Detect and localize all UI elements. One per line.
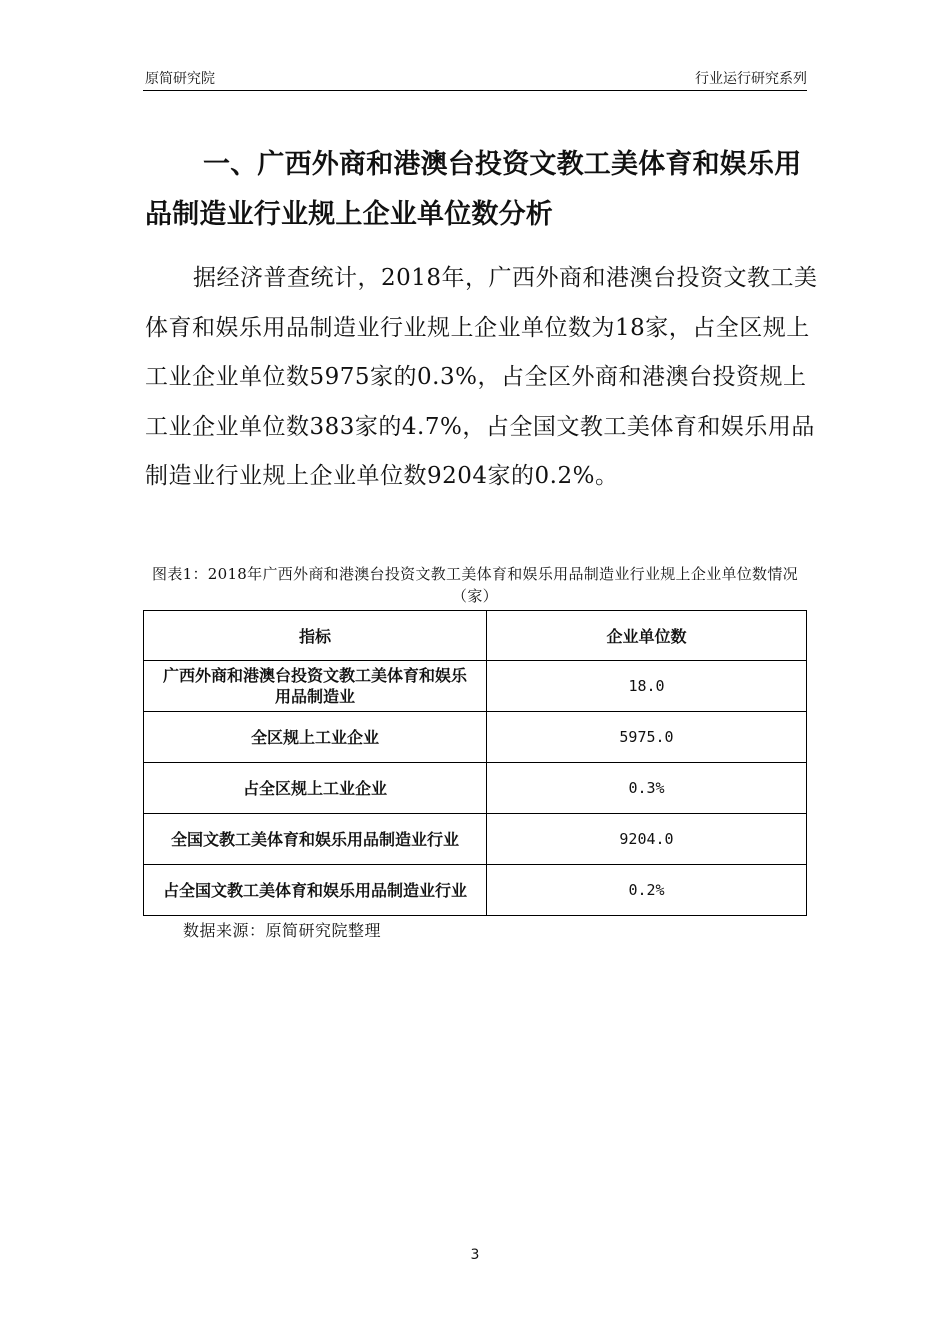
column-header-count: 企业单位数 <box>487 611 807 661</box>
value-cell: 0.2% <box>487 865 807 916</box>
header-series-name: 行业运行研究系列 <box>695 71 807 87</box>
indicator-cell: 占全国文教工美体育和娱乐用品制造业行业 <box>144 865 487 916</box>
indicator-cell: 全区规上工业企业 <box>144 712 487 763</box>
table-row <box>144 661 807 712</box>
data-table <box>143 610 807 916</box>
column-header-indicator: 指标 <box>144 611 487 661</box>
body-paragraph: 据经济普查统计，2018年，广西外商和港澳台投资文教工美体育和娱乐用品制造业行业规上企业单位数为18家，占全区规上工业企业单位数5975家的0.3%，占全区外商和港澳台投资规上工业企业单位数383家的4.7%，占全国文教工美体育和娱乐用品制造业行业规上企业单位数9204家的0.2%。 <box>145 265 818 489</box>
indicator-cell: 全国文教工美体育和娱乐用品制造业行业 <box>144 814 487 865</box>
value-cell: 9204.0 <box>487 814 807 865</box>
table-row <box>144 712 807 763</box>
page-number: 3 <box>470 1247 480 1263</box>
table-header-row <box>144 611 807 661</box>
table-caption: 图表1：2018年广西外商和港澳台投资文教工美体育和娱乐用品制造业行业规上企业单位数情况（家） <box>152 565 798 605</box>
indicator-cell: 广西外商和港澳台投资文教工美体育和娱乐用品制造业 <box>144 661 487 712</box>
value-cell: 5975.0 <box>487 712 807 763</box>
table-row <box>144 814 807 865</box>
table-row <box>144 865 807 916</box>
header-org-name: 原简研究院 <box>145 71 215 87</box>
page-header <box>143 64 807 91</box>
data-source-note: 数据来源：原简研究院整理 <box>183 921 382 940</box>
table-row <box>144 763 807 814</box>
value-cell: 0.3% <box>487 763 807 814</box>
indicator-cell: 占全区规上工业企业 <box>144 763 487 814</box>
value-cell: 18.0 <box>487 661 807 712</box>
section-title: 一、广西外商和港澳台投资文教工美体育和娱乐用品制造业行业规上企业单位数分析 <box>145 149 802 230</box>
